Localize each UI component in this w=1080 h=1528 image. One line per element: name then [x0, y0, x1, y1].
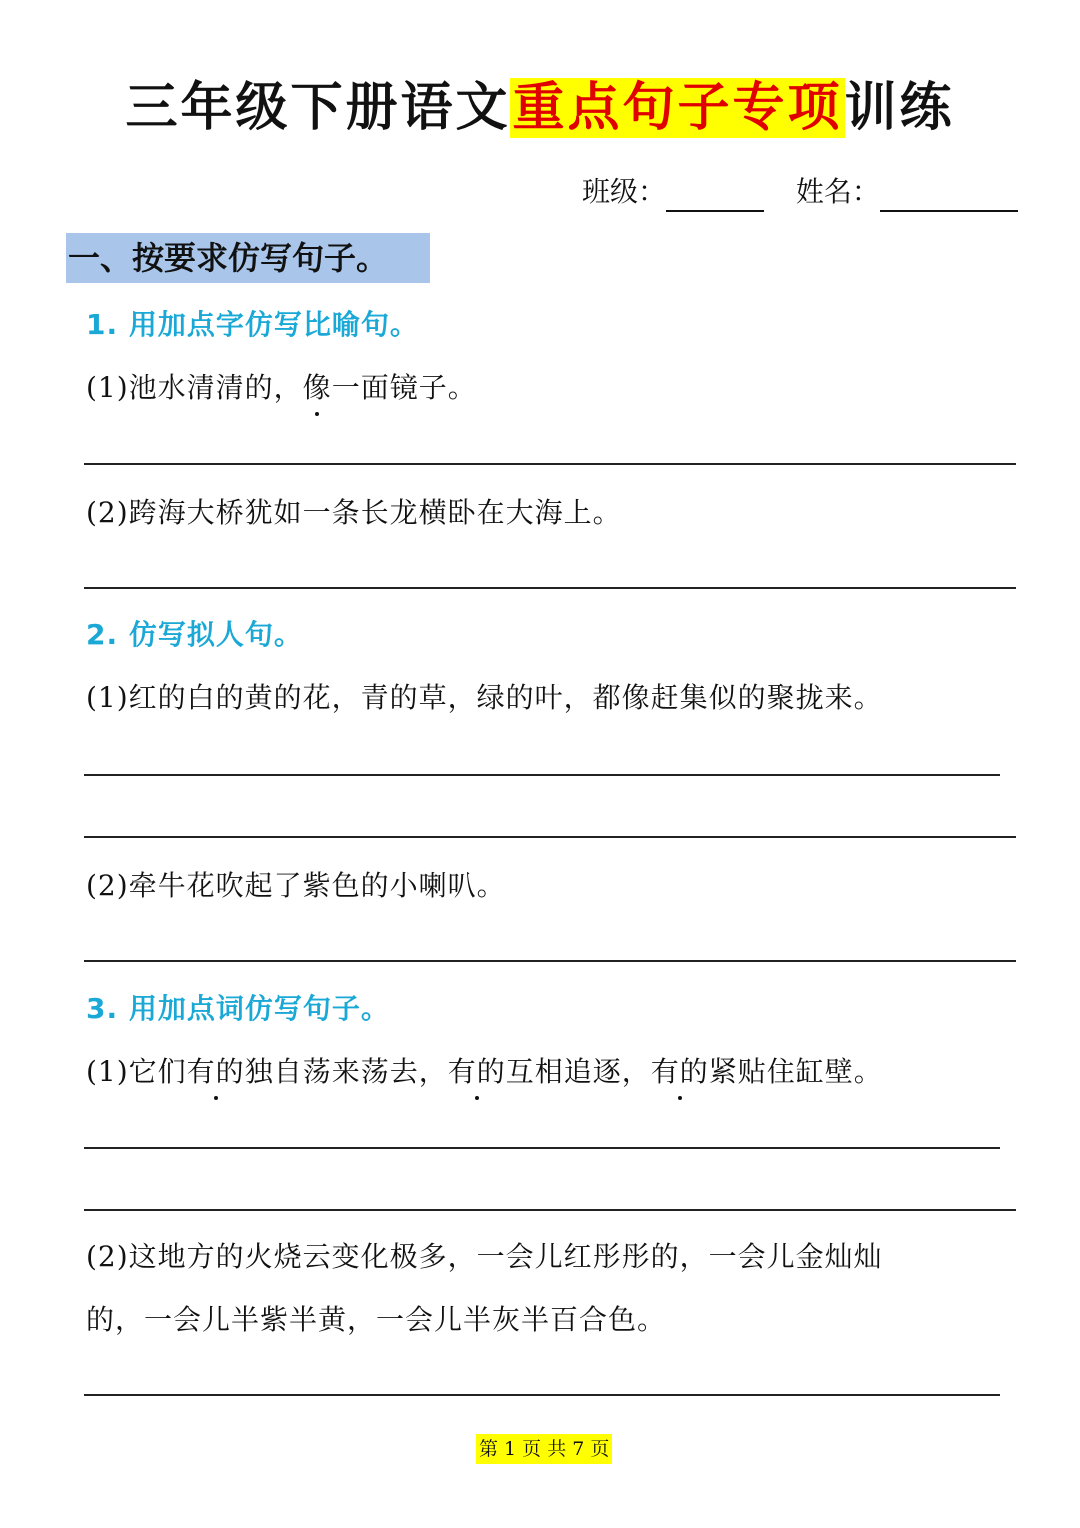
answer-line[interactable] — [84, 463, 1016, 465]
q-text: 独自荡来荡去， — [244, 1055, 448, 1088]
answer-line[interactable] — [84, 836, 1016, 838]
q-text: (1)池水清清的， — [86, 371, 303, 404]
part2-heading: 2. 仿写拟人句。 — [86, 618, 303, 651]
answer-line[interactable] — [84, 1394, 1000, 1396]
title-suffix: 训练 — [844, 78, 955, 138]
dotted-word: 有的 — [187, 1052, 245, 1092]
class-field[interactable] — [666, 176, 764, 212]
section-heading: 一、按要求仿写句子。 — [66, 233, 430, 283]
part3-heading: 3. 用加点词仿写句子。 — [86, 992, 390, 1025]
title-highlight: 重点句子专项 — [512, 78, 843, 138]
q-text: 紧贴住缸壁。 — [708, 1055, 883, 1088]
name-label: 姓名： — [795, 175, 880, 208]
part1-question-1 — [86, 368, 477, 408]
class-label: 班级： — [582, 175, 667, 208]
answer-line[interactable] — [84, 1147, 1000, 1149]
part1-question-2: (2)跨海大桥犹如一条长龙横卧在大海上。 — [86, 496, 622, 529]
part3-question-2-line1: (2)这地方的火烧云变化极多，一会儿红彤彤的，一会儿金灿灿 — [86, 1240, 883, 1273]
title-prefix: 三年级下册语文 — [125, 78, 511, 138]
answer-line[interactable] — [84, 587, 1016, 589]
dotted-word: 有的 — [651, 1052, 709, 1092]
part3-question-2-line2: 的，一会儿半紫半黄，一会儿半灰半百合色。 — [86, 1303, 667, 1336]
part3-question-1 — [86, 1052, 883, 1092]
dotted-word: 像 — [303, 368, 332, 408]
part2-question-1: (1)红的白的黄的花，青的草，绿的叶，都像赶集似的聚拢来。 — [86, 681, 883, 714]
answer-line[interactable] — [84, 1209, 1016, 1211]
part2-question-2: (2)牵牛花吹起了紫色的小喇叭。 — [86, 869, 506, 902]
q-text: (1)它们 — [86, 1055, 187, 1088]
q-text: 一面镜子。 — [331, 371, 477, 404]
dotted-word: 有的 — [448, 1052, 506, 1092]
q-text: 互相追逐， — [505, 1055, 651, 1088]
page-number: 第 1 页 共 7 页 — [476, 1434, 612, 1464]
student-info — [582, 172, 1018, 212]
name-field[interactable] — [880, 176, 1018, 212]
page-title — [0, 66, 1080, 150]
answer-line[interactable] — [84, 960, 1016, 962]
answer-line[interactable] — [84, 774, 1000, 776]
part1-heading: 1. 用加点字仿写比喻句。 — [86, 308, 419, 341]
